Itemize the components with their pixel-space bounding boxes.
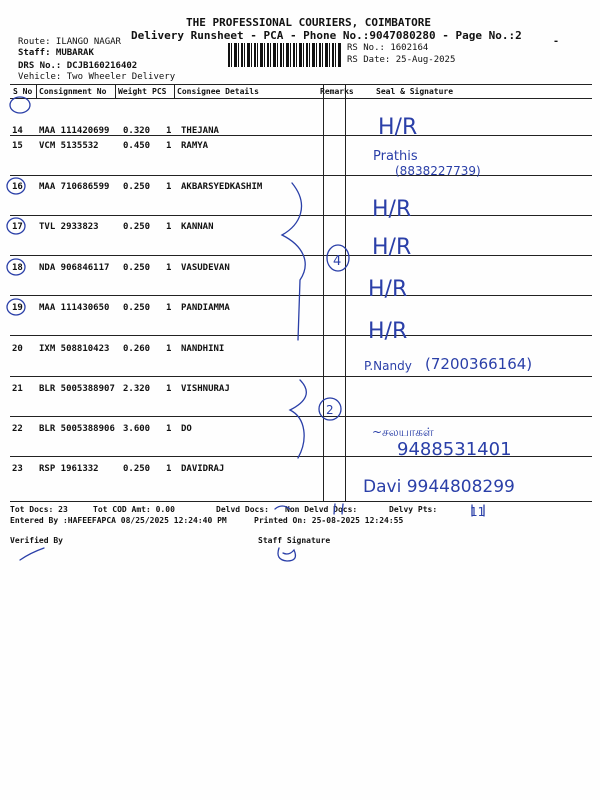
row-consignee: RAMYA (181, 141, 209, 151)
row-pcs: 1 (166, 424, 172, 434)
handwritten-name: P.Nandy (364, 359, 412, 373)
bracket-stroke (282, 183, 305, 340)
col-remarks: Remarks (320, 87, 354, 96)
row-consignment: MAA 710686599 (39, 182, 110, 192)
rs-date: RS Date: 25-Aug-2025 (347, 55, 456, 65)
row-sno: 17 (12, 222, 23, 232)
circle-mark (7, 178, 25, 194)
drs-number: DRS No.: DCJB160216402 (18, 61, 138, 71)
row-sno: 18 (12, 263, 23, 273)
row-consignment: BLR 5005388906 (39, 424, 115, 434)
col-consignee: Consignee Details (177, 87, 259, 96)
handwritten-count: 4 (333, 254, 342, 269)
circle-mark (7, 218, 25, 234)
handwritten-hr: H/R (378, 115, 418, 140)
row-weight: 0.250 (123, 464, 151, 474)
row-consignment: BLR 5005388907 (39, 384, 115, 394)
row-consignee: VISHNURAJ (181, 384, 230, 394)
row-sno: 15 (12, 141, 23, 151)
row-consignee: DO (181, 424, 192, 434)
row-weight: 0.250 (123, 303, 151, 313)
row-weight: 0.250 (123, 182, 151, 192)
row-consignee: THEJANA (181, 126, 219, 136)
row-sno: 19 (12, 303, 23, 313)
row-consignment: NDA 906846117 (39, 263, 110, 273)
row-consignee: AKBARSYEDKASHIM (181, 182, 263, 192)
staff-signature-label: Staff Signature (258, 536, 331, 545)
ink-tick (275, 506, 290, 509)
row-sno: 20 (12, 344, 23, 354)
row-pcs: 1 (166, 303, 172, 313)
row-weight: 0.250 (123, 263, 151, 273)
row-consignee: NANDHINI (181, 344, 225, 354)
handwritten-scribble: ~சலயாகள் (372, 425, 434, 439)
row-sno: 22 (12, 424, 23, 434)
handwritten-hr: H/R (368, 319, 408, 344)
ink-tick (334, 504, 343, 514)
row-weight: 0.250 (123, 222, 151, 232)
verified-by-label: Verified By (10, 536, 63, 545)
row-weight: 2.320 (123, 384, 151, 394)
col-pcs: PCS (152, 87, 167, 96)
handwritten-count: 2 (326, 403, 334, 417)
row-pcs: 1 (166, 126, 172, 136)
row-weight: 0.450 (123, 141, 151, 151)
row-consignee: DAVIDRAJ (181, 464, 225, 474)
row-consignment: MAA 111430650 (39, 303, 110, 313)
row-pcs: 1 (166, 263, 172, 273)
staff-signature (278, 548, 295, 561)
col-consignment: Consignment No (39, 87, 107, 96)
delvd-docs: Delvd Docs: (216, 505, 269, 514)
row-sno: 14 (12, 126, 23, 136)
col-sno: S No (13, 87, 33, 96)
col-seal: Seal & Signature (376, 87, 454, 96)
handwritten-hr: H/R (368, 277, 408, 302)
row-pcs: 1 (166, 222, 172, 232)
tot-docs: Tot Docs: 23 (10, 505, 68, 514)
bracket-stroke (290, 380, 306, 458)
runsheet-subtitle: Delivery Runsheet - PCA - Phone No.:9047080280 - Page No.:2 (131, 29, 522, 42)
entered-by: Entered By :HAFEEFAPCA 08/25/2025 12:24:40 PM (10, 516, 227, 525)
company-title: THE PROFESSIONAL COURIERS, COIMBATORE (186, 16, 432, 29)
row-sno: 21 (12, 384, 23, 394)
rs-number: RS No.: 1602164 (347, 43, 429, 53)
handwritten-points: 11 (470, 505, 486, 519)
row-consignment: VCM 5135532 (39, 141, 99, 151)
row-consignee: PANDIAMMA (181, 303, 230, 313)
handwritten-hr: H/R (372, 235, 412, 260)
row-consignment: TVL 2933823 (39, 222, 99, 232)
row-consignment: RSP 1961332 (39, 464, 99, 474)
col-weight: Weight (118, 87, 147, 96)
circle-mark (7, 259, 25, 275)
handwritten-name-phone: Davi 9944808299 (363, 477, 515, 497)
verified-signature (20, 548, 44, 560)
row-pcs: 1 (166, 384, 172, 394)
row-weight: 0.320 (123, 126, 151, 136)
handwritten-name: Prathis (373, 149, 418, 164)
non-delvd-docs: Non Delvd Docs: (285, 505, 358, 514)
circle-mark (10, 97, 30, 113)
row-weight: 3.600 (123, 424, 151, 434)
vehicle-label: Vehicle: Two Wheeler Delivery (18, 72, 176, 82)
handwritten-phone: (7200366164) (425, 355, 533, 373)
printed-on: Printed On: 25-08-2025 12:24:55 (254, 516, 404, 525)
delvy-pts: Delvy Pts: (389, 505, 438, 514)
row-consignment: MAA 111420699 (39, 126, 110, 136)
route-label: Route: ILANGO NAGAR (18, 37, 121, 47)
row-pcs: 1 (166, 182, 172, 192)
handwritten-hr: H/R (372, 197, 412, 222)
row-sno: 16 (12, 182, 23, 192)
handwritten-phone: (8838227739) (395, 164, 481, 178)
row-consignee: KANNAN (181, 222, 214, 232)
tot-cod-amt: Tot COD Amt: 0.00 (93, 505, 175, 514)
row-pcs: 1 (166, 141, 172, 151)
row-pcs: 1 (166, 344, 172, 354)
row-pcs: 1 (166, 464, 172, 474)
row-consignee: VASUDEVAN (181, 263, 230, 273)
handwritten-phone: 9488531401 (397, 439, 512, 460)
row-weight: 0.260 (123, 344, 151, 354)
row-sno: 23 (12, 464, 23, 474)
row-consignment: IXM 508810423 (39, 344, 110, 354)
staff-label: Staff: MUBARAK (18, 48, 94, 58)
circle-mark (7, 299, 25, 315)
dash-mark: - (553, 36, 560, 47)
